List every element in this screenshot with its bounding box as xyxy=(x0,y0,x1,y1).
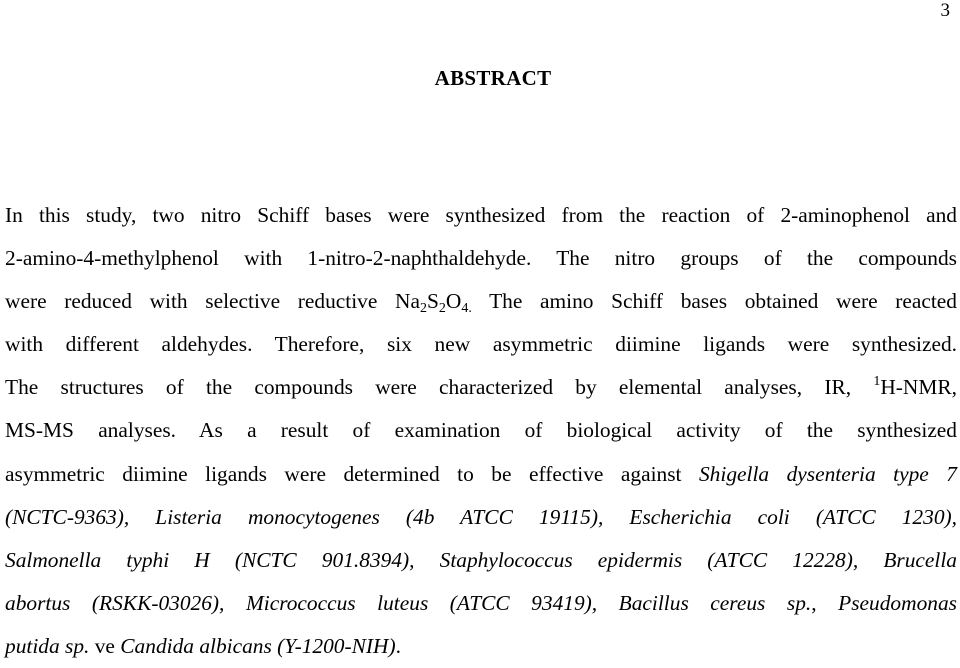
abstract-line-3 xyxy=(5,280,957,323)
text-fragment: O xyxy=(445,289,462,314)
abstract-line-10 xyxy=(5,582,957,625)
organism-name: Pseudomonas xyxy=(838,590,957,615)
text-fragment: were reduced with selective reductive Na xyxy=(5,289,420,314)
abstract-body xyxy=(5,194,957,668)
abstract-heading: ABSTRACT xyxy=(434,66,552,90)
abstract-line-4: with different aldehydes. Therefore, six new asymmetric diimine ligands were synthesized. xyxy=(5,332,957,357)
abstract-line-8 xyxy=(5,496,957,539)
text-fragment: The amino Schiff bases obtained were reacted xyxy=(471,289,957,314)
text-fragment: . xyxy=(395,633,401,658)
abstract-line-5 xyxy=(5,366,957,409)
superscript: 1 xyxy=(873,374,881,390)
subscript: 2 xyxy=(419,301,427,317)
abstract-line-2: 2-amino-4-methylphenol with 1-nitro-2-naphthaldehyde. The nitro groups of the compounds xyxy=(5,246,957,271)
organism-name: Shigella dysenteria type 7 xyxy=(698,461,957,486)
organism-name: putida sp. xyxy=(5,633,90,658)
subscript: 4. xyxy=(461,301,472,317)
text-fragment: , xyxy=(811,590,839,615)
text-fragment: H-NMR, xyxy=(880,375,957,400)
abstract-line-9 xyxy=(5,539,957,582)
organism-names: Salmonella typhi H (NCTC 901.8394), Staphylococcus epidermis (ATCC 12228), Brucella xyxy=(5,547,957,572)
organism-names: abortus (RSKK-03026), Micrococcus luteus (ATCC 93419), Bacillus cereus sp. xyxy=(5,590,812,615)
text-fragment: The structures of the compounds were characterized by elemental analyses, IR, xyxy=(5,375,874,400)
text-fragment: ve xyxy=(89,633,121,658)
organism-names: (NCTC-9363), Listeria monocytogenes (4b ATCC 19115), Escherichia coli (ATCC 1230), xyxy=(5,504,957,529)
abstract-line-6: MS-MS analyses. As a result of examination of biological activity of the synthesized xyxy=(5,418,957,443)
subscript: 2 xyxy=(438,301,446,317)
abstract-line-7 xyxy=(5,453,957,496)
organism-name: Candida albicans (Y-1200-NIH) xyxy=(120,633,396,658)
page-number: 3 xyxy=(940,0,950,21)
abstract-line-1: In this study, two nitro Schiff bases were synthesized from the reaction of 2-aminophenol and xyxy=(5,203,957,227)
text-fragment: S xyxy=(426,289,439,314)
text-fragment: asymmetric diimine ligands were determined to be effective against xyxy=(5,461,699,486)
